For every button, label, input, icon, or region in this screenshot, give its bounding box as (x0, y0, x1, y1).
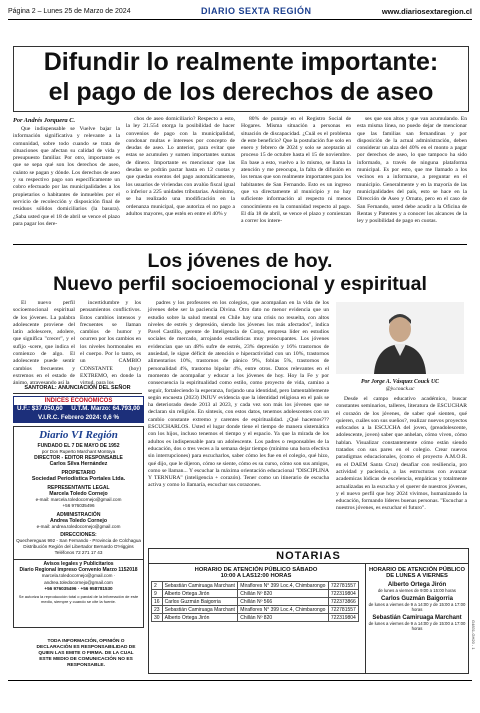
masthead-admin-label: ADMINISTRACIÓN (56, 511, 101, 518)
table-row: 9 Alberto Ortega Jirón Chillán Nº 820 722319804 (152, 590, 359, 598)
economic-indices (13, 396, 144, 423)
saturday-table (151, 581, 359, 622)
masthead-box (13, 426, 144, 628)
masthead-address-1: Quechereguas 992 - San Fernando - Provincia de Colchagua (16, 537, 141, 543)
article2-column-1: El nuevo perfil socioemocional espiritual de los jóvenes. La palabra adolescente proviene del latín adolescere, adolere, que significa "crecer", y el sufijo -scere, que indica el comienzo de algo. El adolescente puede sentir cambios frecuentes y extremos en el estado de ánimo, atravesando así la (13, 300, 75, 387)
author-portrait-image (336, 302, 464, 374)
article2-title-line1: Los jóvenes de hoy. (147, 250, 333, 272)
masthead-legal: Marcela Toledo Cornejo (49, 491, 108, 498)
article1-byline: Por Andrés Jorquera C. (13, 117, 76, 124)
masthead-legal-email[interactable]: e-mail: marcela.toledocornejo@gmail.com (35, 497, 122, 503)
santoral: SANTORAL: ANUNCIACIÓN DEL SEÑOR (13, 384, 142, 394)
masthead-admin: Andrea Toledo Cornejo (50, 517, 107, 524)
article-divider (13, 244, 467, 245)
masthead-address-phone: Teléfonos 72 271 17 43 (54, 550, 103, 556)
masthead-ads-label: Avisos legales y Publicitarios (43, 561, 114, 568)
masthead-founded: FUNDADO EL 7 DE MAYO DE 1952 (37, 443, 120, 449)
masthead-printed: Diario Regional impreso Convenio Marzo 1152018 (19, 567, 138, 574)
utm-value: U.T.M. Marzo: 64.793,00 (71, 405, 140, 412)
saturday-header-1: HORARIO DE ATENCIÓN PÚBLICO SÁBADO (194, 567, 318, 573)
masthead-founder: por Don Ruperto Marchant Montoya (41, 449, 116, 454)
table-row: 30 Alberto Ortega Jirón Chillán Nº 820 722319804 (152, 614, 359, 622)
footer-divider (8, 680, 472, 681)
table-row: 16 Carlos Guzmán Baigorria Chillán Nº 566 722373866 (152, 598, 359, 606)
author-caption: Por Jorge A. Vásquez Couck UC (360, 379, 440, 385)
article2-column-4: Desde el campo educativo académico, buscar constantes seminarios, talleres, literatura de ESCUCHAR el corazón de los jóvenes, de saber qué sienten, qué quieren, cuáles son sus sueños?, realizar nuevos proyectos enfocados a la ESCUCHA del joven, (preadolescente, adolescente, joven) saber que anhelan, cómo viven, cómo hablan. Visualizar constantemente cómo están siendo tratados con sus pares en el colegio. Crear nuevos paradigmas educacionales, (como el proyecto A.M.O.R. en el DAEM Santa Cruz) desafiar con resiliencia, pro actividad y paciencia, a las estructuras con avanzar academicas lúdicas de excelencia, empáticas y totalmente actualizadas en la escucha y el querer de nuestros jóvenes, y el nuevo perfil que hoy 2024 vivimos, humanizando la educación, formando líderes buenas personas. "Escuchar a nuestros jóvenes, es escuchar el futuro". (336, 396, 467, 512)
article1-column-4: ses que son altos y que van acumulando. En esta misma línea, no puedo dejar de mencionar que las familias san fernandinas y por disposición de la actual administración, deben considerar un alza del 40% en el monto a pagar por derechos de aseo, lo que tampoco ha sido informado, a través de ninguna plataforma municipal. Es por esto, que me llamado a los vecinos en a informarse, a preguntar en el municipio. Generalmente y en la mayoría de las municipalidades del país, esto se hace en la Dirección de Aseo y Ornato, pero en el caso de San Fernando, usted debe acudir a la Oficina de Rentas y Patentes y a conocer los alcances de la ley y posibilidad de pago en cuotas. (357, 116, 467, 225)
masthead-divider (14, 559, 143, 560)
weekday-header-1: HORARIO DE ATENCIÓN PÚBLICO (369, 567, 465, 573)
masthead-legal-phone: +56 976035496 (62, 503, 95, 509)
weekday-hours-3: de lunes a viernes de 9 a 14:00 y de 15:00 a 17:00 horas (368, 621, 466, 631)
weekday-notary-1: Alberto Ortega Jirón (387, 582, 447, 588)
table-row: 2 Sebastián Camiruaga Marchant Miraflores N° 399 Loc.4, Chimbarongo 722781557 (152, 582, 359, 590)
header-divider (8, 19, 472, 20)
notarias-box (148, 548, 469, 674)
indices-row-1 (17, 405, 140, 413)
indices-title: ÍNDICES ECONÓMICOS (44, 398, 113, 404)
uf-value: U.F.: $37.050,60 (17, 405, 63, 412)
article1-title-line1: Difundir lo realmente importante: (43, 48, 439, 76)
article2-column-3: padres y los profesores en los colegios, que acompañan en la vida de los jóvenes debe ser la paciencia Divina. Otro dato no menor evidencia que un estudio sobre la salud mental en Chile hay una crisis no resuelta, con altos niveles de estrés y depresión, siendo los jóvenes los más afectados", indica Pavel Castillo, gerente de Inteligencia de Corpa, empresa líder en estudios sociales de mercado, arrojando estadísticas muy preocupantes. Los jóvenes evidencian que un 48% sufre de estrés, 23% depresión y 16% trastornos de ansiedad, le sigue déficit de atención e hiperactividad con un 10%, trastornos alimentarios 10%, trastornos de pánico 9%, fobias 5%, trastornos de personalidad 4%, trastorno bipolar 4%, entre otros. Datos relevantes en el momento de acompañar y educar a los jóvenes de hoy. Hoy la Fe y por consecuencia la espiritualidad como estilo, como proyecto de vida, camino a seguir, fortaleciendo la esperanza, forjando una identidad, pero lamentablemente según encuesta (2023) INJUV evidencia que la identidad religiosa en el país se ha deteriorado desde 2013 al 2023, y cada vez son más los jóvenes que se declaran sin religión. En síntesis, con estos datos, tenemos adolescentes con un cambio constante extremo y carentes de espiritualidad. ¿Qué hacemos??? ESCUCHARLOS. Usted el lugar donde tiene el tiempo de manera sistemática con los hijos, incluso tenemos el tiempo y el espacio. Ya que la mirada de los adultos es indispensable para un adolescente. Los padres o responsables de la educación, dos o tres veces a la semana dejar tiempo (mínimo una hora efectiva sin interrupciones) para escucharlos, saber cómo les fue en el colegio, qué hizo, qué dijo, que le dijeron, cómo se siente, cómo es su curso, cómo son sus amigos, como se llaman... Y escuchar la máxima orientación educacional "DISCIPLINA Y TERNURA" (inteligencia + corazón). Tener como un itinerario de escucha activa y como lo llamaría, escuchar sus corazones. (148, 300, 329, 489)
print-code: G4831-GH20 - 1 (471, 620, 476, 650)
weekday-notary-2: Carlos Guzmán Baigorria (380, 596, 454, 602)
masthead-address-label: DIRECCIONES: (60, 531, 97, 538)
masthead-legal-label: REPRESENTANTE LEGAL (47, 485, 110, 492)
masthead-logo: Diario VI Región (39, 429, 118, 441)
article2-title-line2: Nuevo perfil socioemocional y espiritual (53, 273, 427, 295)
masthead-ads-phones: +56 976035496 · +56 958781530 (44, 585, 113, 591)
article1-headline (13, 46, 469, 112)
masthead-admin-email[interactable]: e-mail: andrea.toledocornejo@gmail.com (36, 523, 121, 529)
author-handle: @jv.couck.uc (385, 386, 415, 392)
weekday-header-2: DE LUNES A VIERNES (386, 573, 448, 579)
indices-values (14, 405, 143, 422)
article1-title-line2: el pago de los derechos de aseo (48, 78, 434, 106)
website-link[interactable]: www.diariosextaregion.cl (381, 6, 472, 16)
virc-value: V.I.R.C. Febrero 2024: 0,6 % (38, 414, 119, 421)
article2-headline (13, 250, 467, 296)
saturday-header-2: 10:00 A LAS12:00 HORAS (220, 573, 292, 579)
masthead-ads-emails[interactable]: marcela.toledocornejo@gmail.com · andrea.toledocornejo@gmail.com (41, 573, 116, 585)
responsibility-note: TODA INFORMACIÓN, OPINIÓN O DECLARACIÓN ES RESPONSABILIDAD DE QUIEN LAS EMITE O FIRMA. DE LA CUAL ESTE MEDIO DE COMUNICACIÓN NO ES RESPONSABLE. (36, 639, 136, 668)
weekday-notary-3: Sebastián Camiruaga Marchant (372, 615, 462, 621)
table-row: 23 Sebastián Camiruaga Marchant Miraflores N° 399 Loc.4, Chimbarongo 722781557 (152, 606, 359, 614)
weekday-schedule (368, 567, 466, 631)
masthead-director-label: DIRECTOR - EDITOR RESPONSABLE (34, 455, 123, 462)
author-photo (336, 302, 464, 374)
article1-column-1: Que indispensable se Vuelve bajar la información significativa y relevante a la comunidad, sobre todo cuando se trata de situaciones que afectan su calidad de vida y presupuesto familiar. Por otro, importante es que se sepa qué son los derechos de aseo, cuánto se pagan y dónde. Los derechos de aseo y su respectivo pago son específicamente un cobro efectuado por las municipalidades a los propietarios o habitantes de inmuebles por el servicio de recolección y disposición final de residuos sólidos domiciliarios (la basura). ¿Saba usted que el 18 de abril se vence el plazo para pagar los dere- (13, 126, 120, 227)
article2-column-2: incertidumbre y los pensamientos conflictivos. Estos cambios intensos y frecuentes se llaman cambios de humor y ocurren por los cambios en los niveles hormonales en el cuerpo. Por lo tanto, es un CAMBIO CONSTANTE (hoy) EXTREMO, en donde la virtud, para los (80, 300, 141, 387)
masthead-address-2: Distribución Región del Libertador Bernardo O'Higgins (23, 544, 134, 550)
page-header (8, 5, 472, 17)
masthead-disclaimer: Se autoriza la reproducción total o parcial de la información de este medio, siempre y cuando se cite la fuente. (18, 594, 139, 605)
masthead-owner: Sociedad Periodística Portales Ltda. (31, 476, 126, 483)
schedule-divider (365, 563, 366, 673)
article1-column-3: 80% de puntaje en el Registro Social de Hogares. Misma situación a personas en situación de discapacidad. ¿Cuál es el problema de este beneficio? Que la postulación fue solo en enero y febrero de 2024 y solo se aceptarán al proceso 15 de octubre hasta el 15 de noviembre. En base a esto, vuelvo a lo mismo, se llama la atención y me preocupa, la falta de difusión en los temas que son realmente importantes para los habitantes de San Fernando. Esto es un ingreso que va directamente al municipio y no hay suficiente información al respecto ni menos conocimiento en la comunidad respecto al pago. El día 18 de abril, se vence el plazo y comienzan a correr los intere- (241, 116, 351, 225)
notarias-title: NOTARIAS (149, 549, 468, 564)
weekday-hours-2: de lunes a viernes de 9 a 14:00 y de 15:00 a 17:00 horas (368, 602, 466, 612)
newspaper-name: DIARIO SEXTA REGIÓN (200, 6, 312, 16)
weekday-hours-1: de lunes a viernes de 9:00 a 15:00 horas (378, 588, 456, 593)
article1-column-2: chos de aseo domiciliario? Respecto a esto, la ley 21.554 otorga la posibilidad de hacer convenios de pago con la municipalidad, condonar multas e intereses por concepto de deudas de aseo. Lo anterior, para evitar que estas se acumulen y sumen importantes sumas de dinero. Importante es mencionar que las deudas se podrán pactar hasta en 12 cuotas y que quedan exentos del pago automáticamente, los usuarios de viviendas con avalúo fiscal igual o inferior a 225 unidades tributarias. Asimismo, se ha realizado una modificación en la ordenanza municipal, que autoriza el no pago a adultos mayores, que estén en entre el 40% y (126, 116, 235, 217)
page-date: Página 2 – Lunes 25 de Marzo de 2024 (8, 7, 131, 15)
saturday-schedule (151, 567, 361, 622)
masthead-director: Carlos Silva Hernández (49, 461, 108, 468)
masthead-owner-label: PROPIETARIO (61, 470, 96, 477)
